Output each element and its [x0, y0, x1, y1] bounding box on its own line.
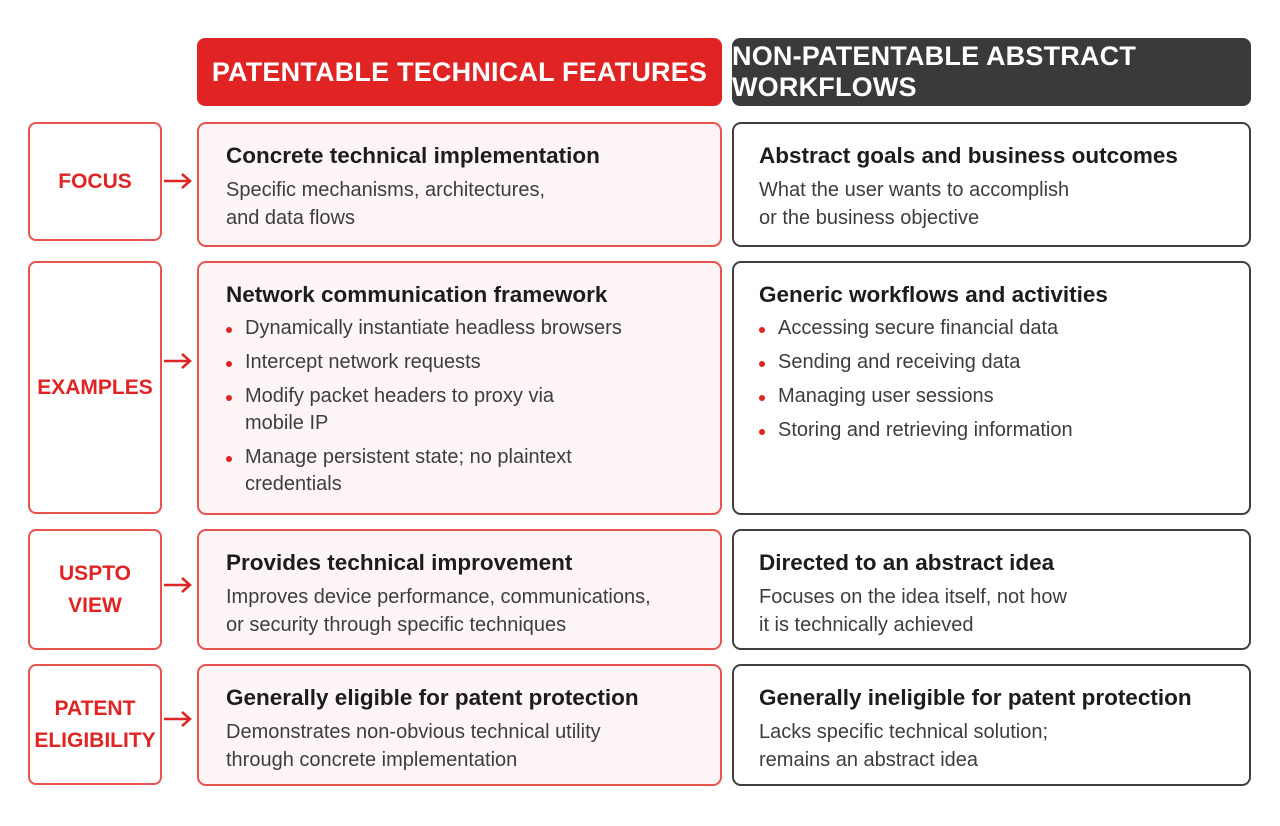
arrow-right-icon	[163, 575, 193, 595]
row-label-line: USPTO VIEW	[59, 561, 131, 617]
cell-text-line: or the business objective	[759, 207, 980, 229]
list-item	[226, 383, 692, 437]
cell-title: Generally ineligible for patent protection	[759, 685, 1192, 710]
cell-text-line: and data flows	[226, 207, 355, 229]
list-item-text: Dynamically instantiate headless browsers	[245, 317, 622, 339]
arrow-right-icon	[163, 709, 193, 729]
arrow-right-icon	[163, 171, 193, 191]
cell-text	[226, 718, 692, 774]
row-label-patent-eligibility	[28, 664, 162, 785]
cell-text	[759, 176, 1221, 232]
uspto-view-patentable-cell	[197, 529, 722, 650]
bullet-dot-icon	[226, 395, 232, 401]
cell-title: Abstract goals and business outcomes	[759, 143, 1178, 168]
cell-title: Generally eligible for patent protection	[226, 685, 639, 710]
list-item-text: Storing and retrieving information	[778, 419, 1073, 441]
cell-title: Directed to an abstract idea	[759, 550, 1055, 575]
list-item-text: Accessing secure financial data	[778, 317, 1059, 339]
cell-title: Generic workflows and activities	[759, 282, 1108, 307]
cell-text-line: What the user wants to accomplish	[759, 179, 1070, 201]
cell-text	[759, 718, 1221, 774]
row-label-line: PATENT	[54, 696, 136, 720]
cell-text	[226, 583, 692, 639]
list-item	[226, 349, 692, 376]
list-item	[759, 383, 1221, 410]
cell-text	[226, 176, 692, 232]
cell-title: Network communication framework	[226, 282, 608, 307]
cell-text-line: Improves device performance, communications,	[226, 586, 651, 608]
row-label-examples	[28, 261, 162, 514]
cell-text-line: Focuses on the idea itself, not how	[759, 586, 1067, 608]
examples-patentable-cell	[197, 261, 722, 515]
list-item	[759, 349, 1221, 376]
cell-text-line: remains an abstract idea	[759, 749, 979, 771]
list-item	[226, 444, 692, 498]
row-label-line: ELIGIBILITY	[34, 728, 156, 752]
patentable-header: PATENTABLE TECHNICAL FEATURES	[197, 38, 722, 106]
list-item-text: Sending and receiving data	[778, 351, 1021, 373]
bullet-dot-icon	[226, 456, 232, 462]
cell-text-line: it is technically achieved	[759, 614, 974, 636]
bullet-dot-icon	[759, 327, 765, 333]
cell-text-line: Lacks specific technical solution;	[759, 721, 1049, 743]
row-label-line: EXAMPLES	[37, 375, 153, 399]
list-item-text: Intercept network requests	[245, 351, 481, 373]
list-item-text: Managing user sessions	[778, 385, 994, 407]
row-label-line: FOCUS	[58, 169, 132, 193]
cell-text	[759, 583, 1221, 639]
bullet-list	[226, 315, 692, 498]
non-patentable-header: NON-PATENTABLE ABSTRACT WORKFLOWS	[732, 38, 1251, 106]
focus-non-patentable-cell	[732, 122, 1251, 247]
bullet-dot-icon	[759, 361, 765, 367]
cell-text-line: through concrete implementation	[226, 749, 518, 771]
eligibility-non-patentable-cell	[732, 664, 1251, 786]
cell-text-line: Demonstrates non-obvious technical utility	[226, 721, 601, 743]
cell-title: Provides technical improvement	[226, 550, 573, 575]
list-item-text: Manage persistent state; no plaintext	[245, 446, 572, 468]
examples-non-patentable-cell	[732, 261, 1251, 515]
cell-text-line: or security through specific techniques	[226, 614, 567, 636]
arrow-right-icon	[163, 351, 193, 371]
list-item	[759, 315, 1221, 342]
cell-text-line: Specific mechanisms, architectures,	[226, 179, 546, 201]
bullet-dot-icon	[226, 361, 232, 367]
bullet-list	[759, 315, 1221, 444]
list-item-text: credentials	[245, 473, 342, 495]
row-label-uspto-view	[28, 529, 162, 650]
cell-title: Concrete technical implementation	[226, 143, 600, 168]
list-item	[759, 417, 1221, 444]
list-item-text: mobile IP	[245, 412, 329, 434]
row-label-focus	[28, 122, 162, 241]
bullet-dot-icon	[759, 395, 765, 401]
uspto-view-non-patentable-cell	[732, 529, 1251, 650]
bullet-dot-icon	[226, 327, 232, 333]
list-item	[226, 315, 692, 342]
eligibility-patentable-cell	[197, 664, 722, 786]
focus-patentable-cell	[197, 122, 722, 247]
list-item-text: Modify packet headers to proxy via	[245, 385, 555, 407]
bullet-dot-icon	[759, 429, 765, 435]
